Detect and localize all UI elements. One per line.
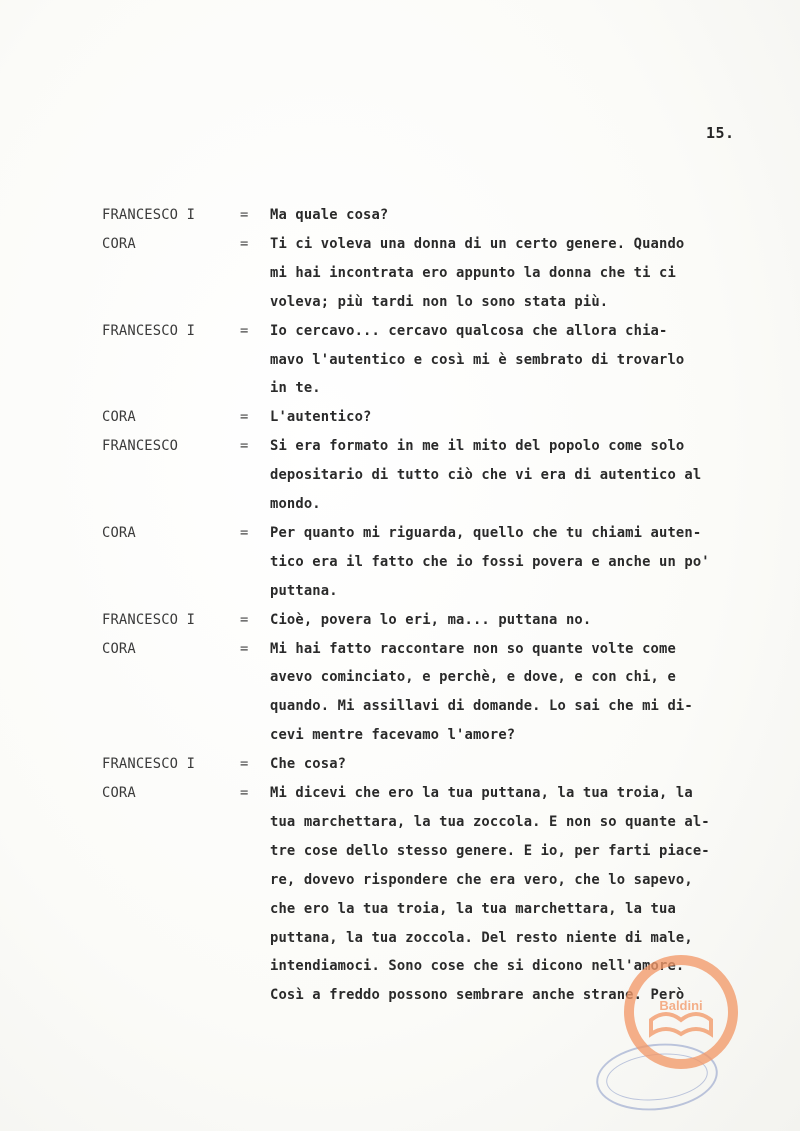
dialogue-text-line: intendiamoci. Sono cose che si dicono nell'amore. — [270, 958, 685, 975]
dialogue-text-line: L'autentico? — [270, 409, 372, 426]
dialogue-text-line: puttana, la tua zoccola. Del resto niente di male, — [270, 929, 693, 946]
dialogue-separator: = — [240, 207, 249, 223]
speaker-name: FRANCESCO I — [102, 322, 196, 339]
dialogue-text-line: mavo l'autentico e così mi è sembrato di trovarlo — [270, 351, 685, 368]
speaker-name: FRANCESCO I — [102, 756, 196, 773]
dialogue-separator: = — [240, 640, 249, 657]
dialogue-text-line: avevo cominciato, e perchè, e dove, e con chi, e — [270, 669, 676, 686]
dialogue-separator: = — [240, 438, 249, 455]
speaker-name: CORA — [102, 409, 136, 426]
dialogue-text-line: quando. Mi assillavi di domande. Lo sai che mi di- — [270, 698, 693, 715]
speaker-name: CORA — [102, 235, 136, 252]
dialogue-text-line: puttana. — [270, 582, 338, 599]
dialogue-separator: = — [240, 322, 249, 339]
watermark-text: Baldini — [659, 998, 703, 1013]
dialogue-separator: = — [240, 611, 249, 628]
dialogue-text-line: cevi mentre facevamo l'amore? — [270, 727, 516, 744]
dialogue-text-line: Mi hai fatto raccontare non so quante volte come — [270, 640, 676, 657]
dialogue-text-line: Così a freddo possono sembrare anche strane. Però — [270, 987, 685, 1004]
speaker-name: CORA — [102, 640, 136, 657]
dialogue-text-line: voleva; più tardi non lo sono stata più. — [270, 293, 609, 310]
dialogue-text-line: Ma quale cosa? — [270, 207, 389, 223]
dialogue-text-line: mi hai incontrata ero appunto la donna che ti ci — [270, 264, 676, 281]
dialogue-separator: = — [240, 524, 249, 541]
dialogue-text-line: Si era formato in me il mito del popolo come solo — [270, 438, 685, 455]
dialogue-text-line: tua marchettara, la tua zoccola. E non so quante al- — [270, 813, 710, 830]
dialogue-text-line: Ti ci voleva una donna di un certo genere. Quando — [270, 235, 685, 252]
speaker-name: CORA — [102, 524, 136, 541]
speaker-name: FRANCESCO I — [102, 611, 196, 628]
dialogue-separator: = — [240, 756, 249, 773]
dialogue-text-line: Per quanto mi riguarda, quello che tu chiami auten- — [270, 524, 702, 541]
open-book-icon — [651, 1014, 711, 1034]
dialogue-text-line: Cioè, povera lo eri, ma... puttana no. — [270, 611, 592, 628]
dialogue-text-line: Mi dicevi che ero la tua puttana, la tua troia, la — [270, 785, 693, 801]
dialogue-text-line: in te. — [270, 380, 321, 397]
dialogue-separator: = — [240, 235, 249, 252]
speaker-name: FRANCESCO — [102, 438, 179, 455]
dialogue-text-line: mondo. — [270, 496, 321, 512]
baldini-watermark-logo — [621, 952, 741, 1072]
dialogue-separator: = — [240, 409, 249, 426]
dialogue-text-line: Che cosa? — [270, 756, 347, 773]
dialogue-separator: = — [240, 785, 249, 801]
dialogue-text-line: che ero la tua troia, la tua marchettara, la tua — [270, 900, 676, 917]
dialogue-text-line: tico era il fatto che io fossi povera e anche un po' — [270, 553, 710, 570]
dialogue-text-line: depositario di tutto ciò che vi era di autentico al — [270, 467, 702, 484]
speaker-name: CORA — [102, 785, 136, 801]
dialogue-text-line: re, dovevo rispondere che era vero, che lo sapevo, — [270, 871, 693, 888]
dialogue-text-line: tre cose dello stesso genere. E io, per farti piace- — [270, 842, 710, 859]
speaker-name: FRANCESCO I — [102, 207, 196, 223]
dialogue-text-line: Io cercavo... cercavo qualcosa che allora chia- — [270, 322, 668, 339]
page-number: 15. — [706, 124, 735, 142]
